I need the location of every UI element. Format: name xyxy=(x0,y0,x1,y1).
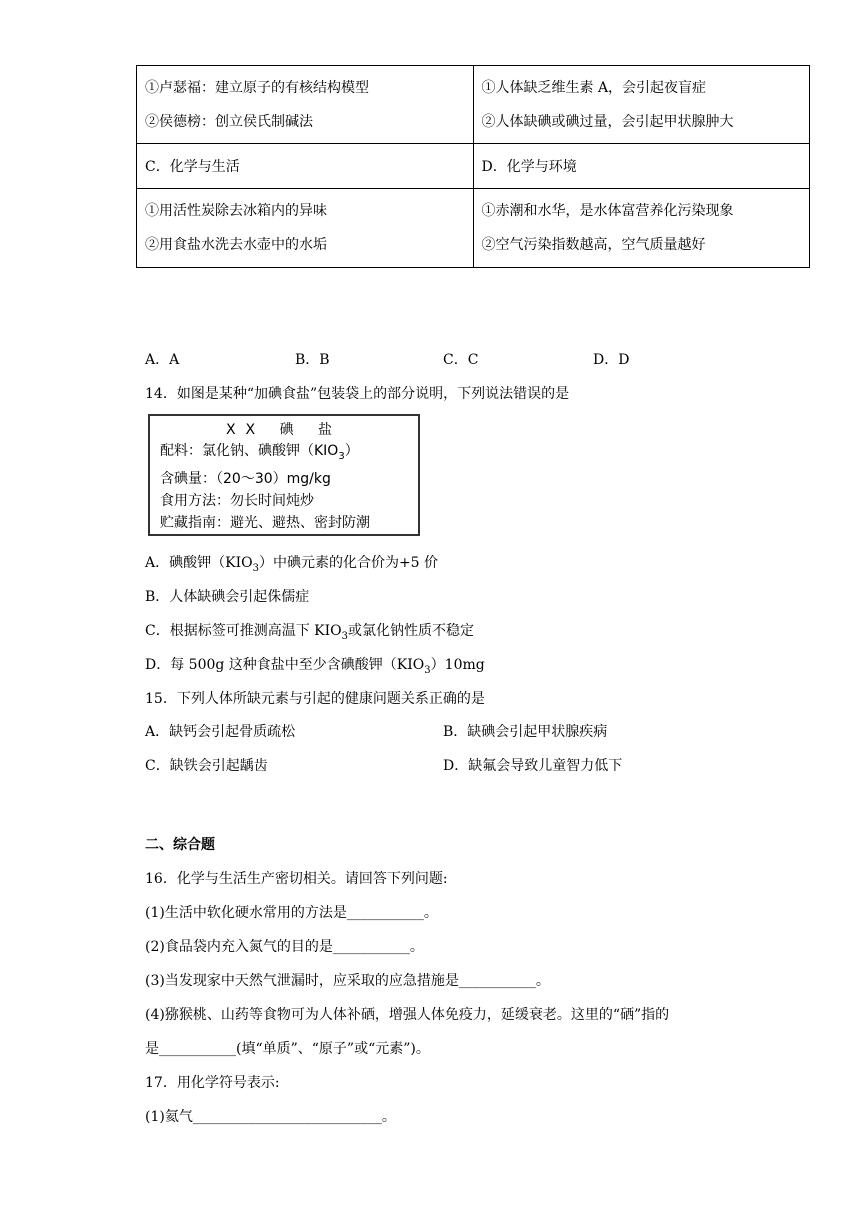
label-title: XX 碘 盐 xyxy=(225,422,343,438)
q14-option-a[interactable]: A．碘酸钾$(KIO_3)$中碘元素的化合价为+5 价 xyxy=(145,555,439,574)
comparison-table xyxy=(136,65,810,268)
q17-stem: 17．用化学符号表示: xyxy=(145,1075,280,1091)
q13-option-a[interactable]: A．A xyxy=(145,352,180,368)
q16-part2: (2)食品袋内充入氮气的目的是___________。 xyxy=(145,939,424,955)
cell-line: ②侯德榜：创立侯氏制碱法 xyxy=(145,113,313,130)
q15-option-b[interactable]: B．缺碘会引起甲状腺疾病 xyxy=(443,724,608,740)
q14-option-b[interactable]: B．人体缺碘会引起侏儒症 xyxy=(145,589,310,605)
cell-line: ①人体缺乏维生素 A，会引起夜盲症 xyxy=(481,79,707,96)
q16-part3: (3)当发现家中天然气泄漏时，应采取的应急措施是___________。 xyxy=(145,973,550,989)
q15-stem: 15．下列人体所缺元素与引起的健康问题关系正确的是 xyxy=(145,691,485,707)
cell-line: ①赤潮和水华，是水体富营养化污染现象 xyxy=(481,203,734,219)
table-cell-d-header: D．化学与环境 xyxy=(473,144,810,189)
q13-option-d[interactable]: D．D xyxy=(593,352,630,368)
q13-option-c[interactable]: C．C xyxy=(443,352,479,368)
q14-stem: 14．如图是某种“加碘食盐”包装袋上的部分说明，下列说法错误的是 xyxy=(145,386,570,402)
section-heading: 二、综合题 xyxy=(145,837,215,853)
table-cell-r1-right xyxy=(473,66,810,144)
q17-part1: (1)氦气___________________________。 xyxy=(145,1109,396,1125)
label-usage: 食用方法：勿长时间炖炒 xyxy=(160,492,314,509)
label-iodine-content: 含碘量：（20～30）mg/kg xyxy=(160,470,331,487)
cell-line: ②人体缺碘或碘过量，会引起甲状腺肿大 xyxy=(481,113,734,130)
cell-line: ①卢瑟福：建立原子的有核结构模型 xyxy=(145,79,369,96)
cell-line: ②空气污染指数越高，空气质量越好 xyxy=(481,237,706,253)
q15-option-a[interactable]: A．缺钙会引起骨质疏松 xyxy=(145,724,296,740)
table-cell-r3-left xyxy=(137,189,474,268)
q16-part1: (1)生活中软化硬水常用的方法是___________。 xyxy=(145,905,438,921)
cell-line: ①用活性炭除去冰箱内的异味 xyxy=(145,203,327,219)
table-cell-r3-right xyxy=(473,189,810,268)
q16-part4-line1: (4)猕猴桃、山药等食物可为人体补硒，增强人体免疫力，延缓衰老。这里的“硒”指的 xyxy=(145,1007,670,1023)
table-cell-c-header: C．化学与生活 xyxy=(137,144,474,189)
label-storage: 贮藏指南：避光、避热、密封防潮 xyxy=(160,514,370,531)
label-ingredients: 配料：氯化钠、碘酸钾$(KIO_3)$ xyxy=(160,443,359,462)
q15-option-c[interactable]: C．缺铁会引起龋齿 xyxy=(145,758,268,774)
salt-label-image xyxy=(148,414,420,536)
table-cell-r1-left xyxy=(137,66,474,144)
q16-stem: 16．化学与生活生产密切相关。请回答下列问题: xyxy=(145,871,448,887)
q14-option-d[interactable]: D．每 500g 这种食盐中至少含碘酸钾$(KIO_3)10mg$ xyxy=(145,657,485,676)
q14-option-c[interactable]: C．根据标签可推测高温下 $KIO_3$或氯化钠性质不稳定 xyxy=(145,623,475,642)
cell-line: ②用食盐水洗去水壶中的水垢 xyxy=(145,237,327,253)
q15-option-d[interactable]: D．缺氟会导致儿童智力低下 xyxy=(443,758,623,774)
q16-part4-line2: 是___________(填“单质”、“原子”或“元素”)。 xyxy=(145,1041,430,1057)
q13-option-b[interactable]: B．B xyxy=(295,352,330,368)
